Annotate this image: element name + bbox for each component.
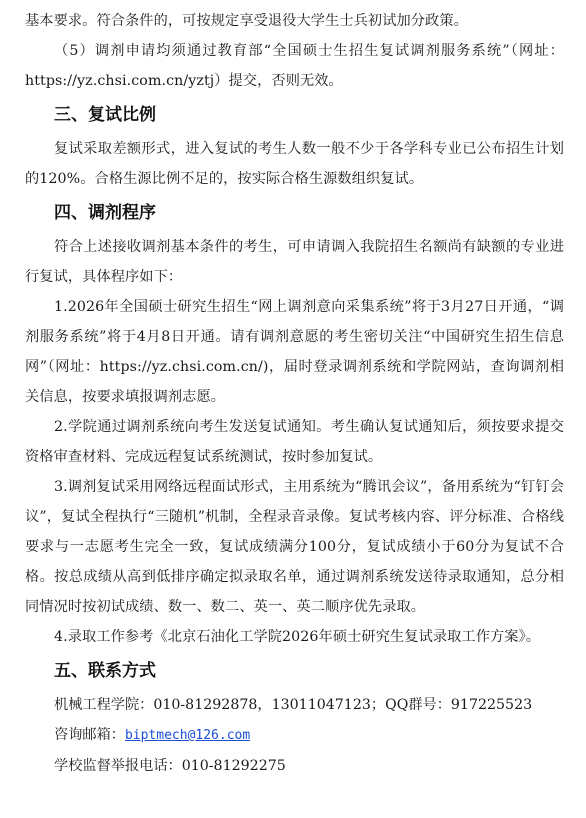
paragraph-intro-end: 基本要求。符合条件的，可按规定享受退役大学生士兵初试加分政策。: [25, 13, 468, 29]
section-4-step-4: 4.录取工作参考《北京石油化工学院2026年硕士研究生复试录取工作方案》。: [54, 629, 541, 645]
section-3-paragraph: 复试采取差额形式，进入复试的考生人数一般不少于各学科专业已公布招生计划的120%。合格生源比例不足的，按实际合格生源数组织复试。: [25, 141, 564, 187]
contact-phone-line: 机械工程学院：010-81292878，13011047123；QQ群号：917225523: [54, 697, 533, 713]
section-3-heading: 三、复试比例: [54, 105, 156, 125]
section-5-heading: 五、联系方式: [54, 661, 156, 681]
email-link[interactable]: biptmech@126.com: [124, 728, 251, 743]
section-4-step-2: 2.学院通过调剂系统向考生发送复试通知。考生确认复试通知后，须按要求提交资格审查材料、完成远程复试系统测试，按时参加复试。: [25, 419, 564, 465]
section-4-step-3: 3.调剂复试采用网络远程面试形式，主用系统为“腾讯会议”，备用系统为“钉钉会议”，复试全程执行“三随机”机制，全程录音录像。复试考核内容、评分标准、合格线要求与一志愿考生完全一致，复试成绩满分100分，复试成绩小于60分为复试不合格。按总成绩从高到低排序确定拟录取名单，通过调剂系统发送待录取通知，总分相同情况时按初试成绩、数一、数二、英一、英二顺序优先录取。: [25, 479, 564, 615]
email-label: 咨询邮箱：: [54, 727, 125, 743]
contact-report-line: 学校监督举报电话：010-81292275: [54, 758, 286, 774]
section-4-intro: 符合上述接收调剂基本条件的考生，可申请调入我院招生名额尚有缺额的专业进行复试，具体程序如下：: [25, 239, 564, 285]
paragraph-item-5: （5）调剂申请均须通过教育部“全国硕士生招生复试调剂服务系统”（网址：https://yz.chsi.com.cn/yztj）提交，否则无效。: [25, 43, 564, 89]
section-4-heading: 四、调剂程序: [54, 203, 156, 223]
contact-email-line: [25, 720, 564, 751]
section-4-step-1: 1.2026年全国硕士研究生招生“网上调剂意向采集系统”将于3月27日开通，“调剂服务系统”将于4月8日开通。请有调剂意愿的考生密切关注“中国研究生招生信息网”（网址：https://yz.chsi.com.cn/)，届时登录调剂系统和学院网站，查询调剂相关信息，按要求填报调剂志愿。: [25, 299, 564, 405]
